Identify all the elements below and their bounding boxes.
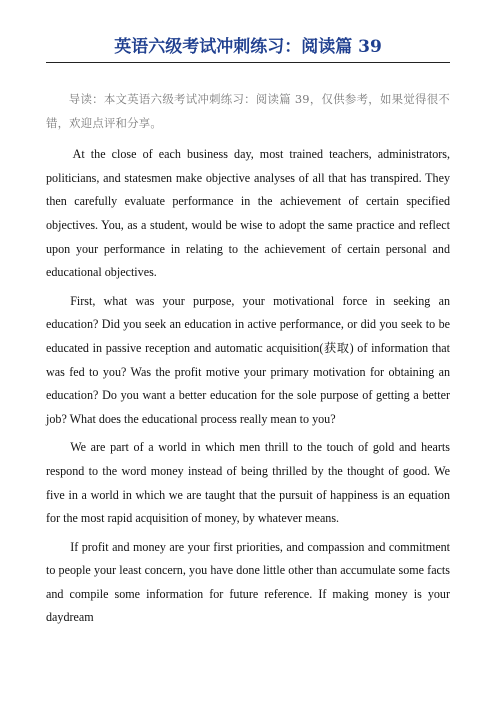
paragraph-1: At the close of each business day, most trained teachers, administrators, politicians, and statesmen make objective analyses of all that has transpired. They then carefully evaluate performance in the achievement of certain specified objectives. You, as a student, would be wise to adopt the same practice and reflect upon your performance in relating to the achievement of certain personal and educational objectives. xyxy=(46,147,450,280)
page-title: 英语六级考试冲刺练习：阅读篇 39 xyxy=(114,37,382,57)
paragraph-3: We are part of a world in which men thrill to the touch of gold and hearts respond to the word money instead of being thrilled by the thought of good. We five in a world in which we are taught that the pursuit of happiness is an equation for the most rapid acquisition of money, by whatever means. xyxy=(46,440,450,526)
title-underline xyxy=(46,62,450,63)
article-body xyxy=(46,88,450,635)
paragraph-4: If profit and money are your first priorities, and compassion and commitment to people your least concern, you have done little other than accumulate some facts and compile some information for future reference. If making money is your daydream xyxy=(46,539,450,625)
paragraph-2: First, what was your purpose, your motivational force in seeking an education? Did you seek an education in active performance, or did you seek to be educated in passive reception and automatic acquisition(获取) of information that was fed to you? Was the profit motive your primary motivation for obtaining an education? Do you want a better education for the sole purpose of getting a better job? What does the educational process really mean to you? xyxy=(46,293,450,426)
intro-paragraph: 导读：本文英语六级考试冲刺练习：阅读篇 39，仅供参考，如果觉得很不错，欢迎点评和分享。 xyxy=(46,92,450,130)
